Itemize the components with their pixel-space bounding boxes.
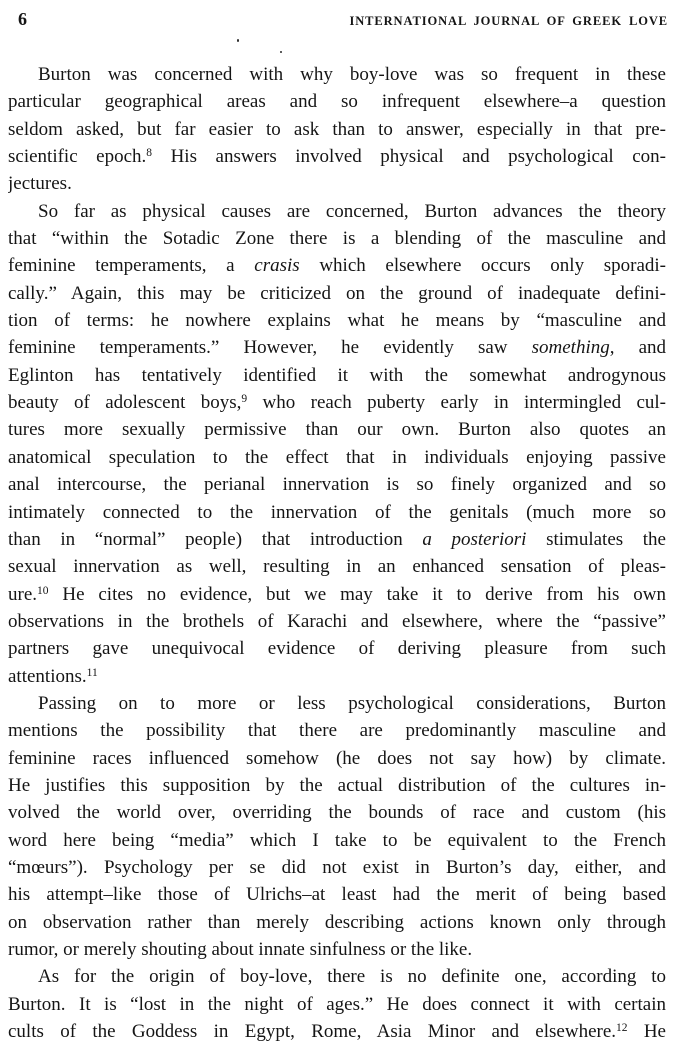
body-text: ure. bbox=[8, 583, 38, 605]
text-line bbox=[8, 88, 666, 115]
body-text: His answers involved physical and psychological con- bbox=[152, 146, 666, 168]
footnote-reference: 12 bbox=[616, 1022, 628, 1035]
text-line bbox=[8, 799, 666, 826]
text-line bbox=[8, 991, 666, 1018]
paragraph bbox=[8, 61, 666, 198]
body-text: He cites no evidence, but we may take it to derive from his own bbox=[48, 583, 666, 605]
text-line bbox=[8, 553, 666, 580]
body-text: anatomical speculation to the effect that in individuals enjoying passive bbox=[8, 446, 666, 468]
body-text: tures more sexually permissive than our own. Burton also quotes an bbox=[8, 419, 666, 441]
body-text: He justifies this supposition by the actual distribution of the cultures in- bbox=[8, 774, 666, 796]
text-line bbox=[8, 717, 666, 744]
italic-text: crasis bbox=[254, 255, 300, 277]
text-line bbox=[8, 909, 666, 936]
footnote-reference: 8 bbox=[146, 147, 153, 160]
body-text: Eglinton has tentatively identified it with the somewhat androgynous bbox=[8, 364, 666, 386]
text-line bbox=[8, 581, 666, 608]
body-text: Burton. It is “lost in the night of ages.” He does connect it with certain bbox=[8, 993, 666, 1015]
body-text: observations in the brothels of Karachi and elsewhere, where the “passive” bbox=[8, 610, 666, 632]
body-text: his attempt–like those of Ulrichs–at least had the merit of being based bbox=[8, 884, 666, 906]
text-line bbox=[8, 116, 666, 143]
text-line bbox=[8, 143, 666, 170]
page-number: 6 bbox=[18, 9, 28, 29]
body-text: stimulates the bbox=[526, 528, 666, 550]
body-text: , and bbox=[609, 337, 666, 359]
scan-speck bbox=[237, 39, 239, 42]
text-line bbox=[8, 635, 666, 662]
italic-text: a posteriori bbox=[422, 528, 527, 550]
body-text: attentions. bbox=[8, 665, 87, 687]
text-line bbox=[8, 881, 666, 908]
body-text: than in “normal” people) that introduction bbox=[8, 528, 423, 550]
body-text: beauty of adolescent boys, bbox=[8, 392, 242, 414]
body-text: rumor, or merely shouting about innate sinfulness or the like. bbox=[8, 939, 473, 960]
body-text: on observation rather than merely describing actions known only through bbox=[8, 911, 666, 933]
text-line bbox=[8, 389, 666, 416]
paragraph bbox=[8, 198, 666, 690]
body-text: cally.” Again, this may be criticized on the ground of inadequate defini- bbox=[8, 282, 666, 304]
scan-speck bbox=[280, 51, 282, 53]
text-line bbox=[8, 745, 666, 772]
footnote-reference: 11 bbox=[86, 666, 98, 679]
text-line bbox=[8, 963, 666, 990]
body-text: intimately connected to the innervation of the genitals (much more so bbox=[8, 501, 666, 523]
body-text: mentions the possibility that there are predominantly masculine and bbox=[8, 720, 666, 742]
page-header bbox=[0, 0, 682, 30]
paragraph bbox=[8, 690, 666, 963]
body-text: As for the origin of boy-love, there is no definite one, according to bbox=[38, 966, 666, 988]
text-line bbox=[8, 663, 666, 690]
running-head: INTERNATIONAL JOURNAL OF GREEK LOVE bbox=[349, 14, 668, 28]
text-line bbox=[8, 854, 666, 881]
page-body bbox=[0, 61, 682, 1045]
body-text: cults of the Goddess in Egypt, Rome, Asia Minor and elsewhere. bbox=[8, 1021, 617, 1043]
text-line bbox=[8, 334, 666, 361]
body-text: which elsewhere occurs only sporadi- bbox=[299, 255, 666, 277]
text-line bbox=[8, 772, 666, 799]
body-text: that “within the Sotadic Zone there is a blending of the masculine and bbox=[8, 228, 666, 250]
text-line bbox=[8, 61, 666, 88]
text-line bbox=[8, 499, 666, 526]
body-text: feminine races influenced somehow (he does not say how) by climate. bbox=[8, 747, 666, 769]
text-line bbox=[8, 198, 666, 225]
body-text: particular geographical areas and so infrequent elsewhere–a question bbox=[8, 91, 666, 113]
text-line bbox=[8, 1018, 666, 1045]
body-text: jectures. bbox=[8, 173, 72, 195]
text-line bbox=[8, 827, 666, 854]
body-text: who reach puberty early in intermingled cul- bbox=[247, 392, 666, 414]
footnote-reference: 9 bbox=[241, 393, 248, 406]
body-text: seldom asked, but far easier to ask than to answer, especially in that pre- bbox=[8, 118, 666, 140]
italic-text: something bbox=[531, 337, 610, 359]
body-text: tion of terms: he nowhere explains what he means by “masculine and bbox=[8, 310, 666, 332]
text-line bbox=[8, 225, 666, 252]
body-text: He bbox=[627, 1021, 666, 1043]
text-line bbox=[8, 526, 666, 553]
body-text: Passing on to more or less psychological considerations, Burton bbox=[38, 692, 666, 714]
text-line bbox=[8, 252, 666, 279]
paragraph bbox=[8, 963, 666, 1045]
text-line bbox=[8, 690, 666, 717]
body-text: anal intercourse, the perianal innervation is so finely organized and so bbox=[8, 474, 666, 496]
body-text: word here being “media” which I take to be equivalent to the French bbox=[8, 829, 666, 851]
footnote-reference: 10 bbox=[37, 584, 49, 597]
body-text: “mœurs”). Psychology per se did not exist in Burton’s day, either, and bbox=[8, 856, 666, 878]
text-line bbox=[8, 936, 666, 963]
body-text: sexual innervation as well, resulting in an enhanced sensation of pleas- bbox=[8, 556, 666, 578]
body-text: partners gave unequivocal evidence of deriving pleasure from such bbox=[8, 638, 666, 660]
body-text: So far as physical causes are concerned, Burton advances the theory bbox=[38, 200, 666, 222]
body-text: scientific epoch. bbox=[8, 146, 147, 168]
body-text: Burton was concerned with why boy-love was so frequent in these bbox=[38, 64, 666, 85]
text-line bbox=[8, 362, 666, 389]
text-line bbox=[8, 608, 666, 635]
text-line bbox=[8, 280, 666, 307]
body-text: feminine temperaments, a bbox=[8, 255, 255, 277]
body-text: volved the world over, overriding the bounds of race and custom (his bbox=[8, 802, 666, 824]
text-line bbox=[8, 307, 666, 334]
text-line bbox=[8, 471, 666, 498]
text-line bbox=[8, 444, 666, 471]
text-line bbox=[8, 416, 666, 443]
body-text: feminine temperaments.” However, he evidently saw bbox=[8, 337, 532, 359]
text-line bbox=[8, 170, 666, 197]
